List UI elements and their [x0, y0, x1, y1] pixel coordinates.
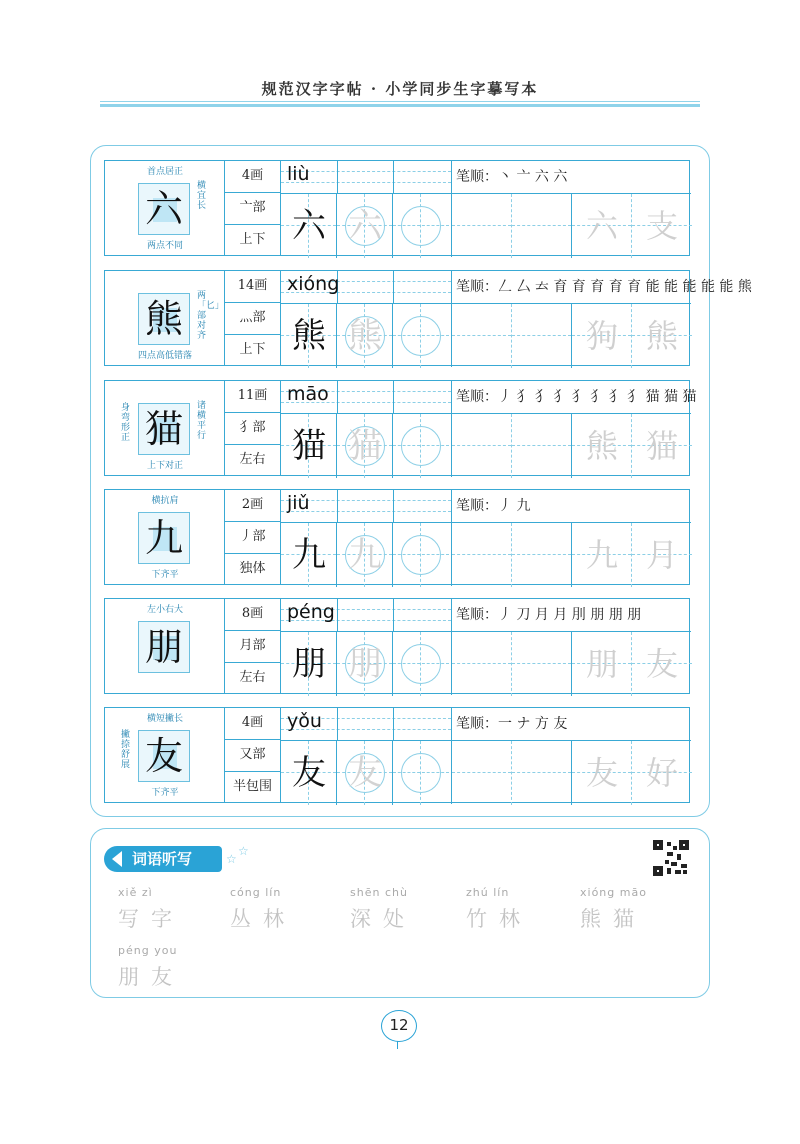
model-character: 熊 [138, 293, 190, 345]
dictation-word [118, 944, 184, 991]
character-meta [225, 381, 281, 475]
practice-character: 猫 [645, 427, 678, 465]
grid-box[interactable] [281, 632, 337, 696]
character-card [104, 380, 697, 476]
practice-character: 友 [645, 645, 678, 683]
practice-box[interactable] [452, 523, 512, 587]
practice-character: 支 [645, 207, 678, 245]
stroke-count: 8画 [225, 599, 280, 631]
tip-top: 横短撇长 [146, 714, 183, 724]
grid-box[interactable] [281, 741, 337, 805]
character-illustration [105, 599, 225, 693]
structure: 左右 [239, 452, 266, 467]
practice-box[interactable] [572, 194, 632, 258]
radical: 亠部 [225, 193, 280, 225]
character-illustration [105, 381, 225, 475]
page-number: 12 [389, 1016, 409, 1034]
practice-character: 六 [585, 207, 618, 245]
practice-grid [451, 303, 691, 367]
trace-character: 猫 [348, 426, 382, 466]
character-meta [225, 708, 281, 802]
model-character: 六 [138, 183, 190, 235]
pinyin: yǒu [287, 710, 322, 732]
practice-grid [451, 193, 691, 257]
demo-character: 九 [292, 535, 326, 575]
practice-box[interactable] [572, 523, 632, 587]
trace-character: 六 [348, 206, 382, 246]
tracing-grids [281, 522, 451, 586]
practice-grid [451, 413, 691, 477]
tip-left: 身弯形正 [121, 403, 131, 443]
stroke-count: 14画 [225, 271, 280, 303]
practice-box[interactable] [512, 414, 572, 478]
practice-grid [451, 522, 691, 586]
stroke-count: 4画 [225, 708, 280, 740]
dictation-tag [104, 846, 222, 872]
practice-box[interactable] [452, 414, 512, 478]
character-card [104, 598, 690, 694]
grid-box[interactable] [393, 414, 449, 478]
word-hanzi: 深处 [350, 907, 416, 931]
structure: 独体 [239, 561, 266, 576]
practice-character: 朋 [585, 645, 618, 683]
pinyin-row [281, 271, 451, 303]
pinyin: liù [287, 163, 310, 185]
stroke-order: 笔顺：𠃋 厶 𠫓 育 育 育 育 育 能 能 能 能 能 熊 [451, 271, 691, 303]
practice-box[interactable] [572, 632, 632, 696]
stroke-count: 2画 [225, 490, 280, 522]
character-card [104, 489, 690, 585]
demo-character: 朋 [292, 644, 326, 684]
tip-right: 两「匕」部对齐 [197, 291, 225, 341]
dictation-word [580, 886, 647, 933]
stroke-order: 笔顺：丿 九 [451, 490, 691, 522]
grid-box[interactable] [337, 414, 393, 478]
model-character: 朋 [138, 621, 190, 673]
practice-box[interactable] [572, 741, 632, 805]
practice-box[interactable] [452, 194, 512, 258]
dictation-word [350, 886, 416, 933]
character-card [104, 707, 690, 803]
stroke-count: 11画 [225, 381, 280, 413]
trace-character: 熊 [348, 316, 382, 356]
grid-box[interactable] [393, 632, 449, 696]
grid-box[interactable] [393, 194, 449, 258]
grid-box[interactable] [393, 304, 449, 368]
character-meta [225, 599, 281, 693]
word-pinyin: cóng lín [230, 886, 282, 899]
trace-character: 友 [348, 753, 382, 793]
tracing-grids [281, 413, 451, 477]
practice-box[interactable] [632, 741, 692, 805]
star-icon: ☆ [238, 844, 249, 858]
practice-box[interactable] [512, 741, 572, 805]
practice-box[interactable] [632, 304, 692, 368]
demo-character: 友 [292, 753, 326, 793]
demo-character: 猫 [292, 426, 326, 466]
stroke-order: 笔顺：丶 亠 六 六 [451, 161, 691, 193]
character-meta [225, 490, 281, 584]
practice-box[interactable] [572, 304, 632, 368]
practice-character: 友 [585, 754, 618, 792]
grid-box[interactable] [337, 632, 393, 696]
stroke-count: 4画 [225, 161, 280, 193]
pinyin-row [281, 161, 451, 193]
tip-right: 横宜长 [197, 181, 207, 211]
word-hanzi: 写字 [118, 907, 184, 931]
radical: 月部 [225, 631, 280, 663]
trace-character: 朋 [348, 644, 382, 684]
model-character: 友 [138, 730, 190, 782]
pinyin: péng [287, 601, 335, 623]
stroke-order: 笔顺：丿 刀 月 月 刖 朋 朋 朋 [451, 599, 691, 631]
page-title: 规范汉字字帖 · 小学同步生字摹写本 [261, 80, 539, 98]
structure: 上下 [239, 232, 266, 247]
radical: 犭部 [225, 413, 280, 445]
dictation-word [118, 886, 184, 933]
pinyin-row [281, 381, 451, 413]
word-hanzi: 熊猫 [580, 907, 646, 931]
practice-box[interactable] [632, 414, 692, 478]
grid-box[interactable] [281, 194, 337, 258]
character-meta [225, 161, 281, 255]
character-meta [225, 271, 281, 365]
tip-top: 横抗肩 [151, 496, 179, 506]
practice-character: 九 [585, 536, 618, 574]
tip-left: 撇捺舒展 [121, 730, 131, 770]
arrow-left-icon [112, 851, 122, 867]
radical: 又部 [225, 740, 280, 772]
pinyin-row [281, 490, 451, 522]
practice-character: 好 [645, 754, 678, 792]
practice-character: 月 [645, 536, 678, 574]
word-hanzi: 朋友 [118, 965, 184, 989]
tracing-grids [281, 740, 451, 804]
qr-code-icon[interactable] [653, 840, 689, 876]
trace-character: 九 [348, 535, 382, 575]
grid-box[interactable] [337, 194, 393, 258]
stroke-order: 笔顺：丿 犭 犭 犭 犭 犭 犭 犭 猫 猫 猫 [451, 381, 691, 413]
pinyin: jiǔ [287, 492, 310, 514]
practice-box[interactable] [632, 523, 692, 587]
stroke-order: 笔顺：一 ナ 方 友 [451, 708, 691, 740]
character-card [104, 160, 690, 256]
grid-box[interactable] [281, 304, 337, 368]
grid-box[interactable] [337, 523, 393, 587]
word-pinyin: zhú lín [466, 886, 510, 899]
dictation-word [230, 886, 296, 933]
word-pinyin: péng you [118, 944, 178, 957]
practice-box[interactable] [452, 632, 512, 696]
character-illustration [105, 708, 225, 802]
grid-box[interactable] [337, 304, 393, 368]
structure: 上下 [239, 342, 266, 357]
practice-box[interactable] [572, 414, 632, 478]
grid-box[interactable] [281, 523, 337, 587]
tip-bottom: 下齐平 [151, 570, 179, 580]
pinyin-row [281, 599, 451, 631]
grid-box[interactable] [393, 523, 449, 587]
practice-box[interactable] [512, 523, 572, 587]
grid-box[interactable] [337, 741, 393, 805]
structure: 半包围 [232, 779, 272, 794]
tracing-grids [281, 631, 451, 695]
word-pinyin: xiě zì [118, 886, 153, 899]
demo-character: 六 [292, 206, 326, 246]
model-character: 九 [138, 512, 190, 564]
word-pinyin: shēn chù [350, 886, 408, 899]
grid-box[interactable] [281, 414, 337, 478]
tip-top: 首点居正 [146, 167, 183, 177]
dictation-word [466, 886, 532, 933]
tracing-grids [281, 193, 451, 257]
practice-box[interactable] [632, 194, 692, 258]
word-pinyin: xióng māo [580, 886, 647, 899]
character-illustration [105, 271, 225, 365]
header-divider [100, 101, 700, 107]
practice-grid [451, 631, 691, 695]
demo-character: 熊 [292, 316, 326, 356]
tip-bottom: 上下对正 [146, 461, 183, 471]
practice-box[interactable] [512, 194, 572, 258]
model-character: 猫 [138, 403, 190, 455]
radical: 灬部 [225, 303, 280, 335]
tip-bottom: 两点不同 [146, 241, 183, 251]
practice-box[interactable] [512, 304, 572, 368]
practice-box[interactable] [632, 632, 692, 696]
practice-box[interactable] [452, 304, 512, 368]
practice-box[interactable] [512, 632, 572, 696]
pinyin-row [281, 708, 451, 740]
pinyin: māo [287, 383, 329, 405]
character-illustration [105, 161, 225, 255]
tip-top: 左小右大 [146, 605, 183, 615]
practice-character: 熊 [645, 317, 678, 355]
practice-character: 熊 [585, 427, 618, 465]
tip-bottom: 下齐平 [151, 788, 179, 798]
star-icon: ☆ [226, 852, 237, 866]
character-card [104, 270, 752, 366]
radical: 丿部 [225, 522, 280, 554]
tip-bottom: 四点高低错落 [137, 351, 192, 361]
practice-grid [451, 740, 691, 804]
tip-right: 诸横平行 [197, 401, 207, 441]
word-hanzi: 竹林 [466, 907, 532, 931]
page-number-badge [377, 1010, 421, 1048]
pinyin: xióng [287, 273, 340, 295]
tracing-grids [281, 303, 451, 367]
character-illustration [105, 490, 225, 584]
word-hanzi: 丛林 [230, 907, 296, 931]
dictation-label: 词语听写 [132, 850, 193, 868]
practice-character: 狗 [585, 317, 618, 355]
grid-box[interactable] [393, 741, 449, 805]
structure: 左右 [239, 670, 266, 685]
practice-box[interactable] [452, 741, 512, 805]
